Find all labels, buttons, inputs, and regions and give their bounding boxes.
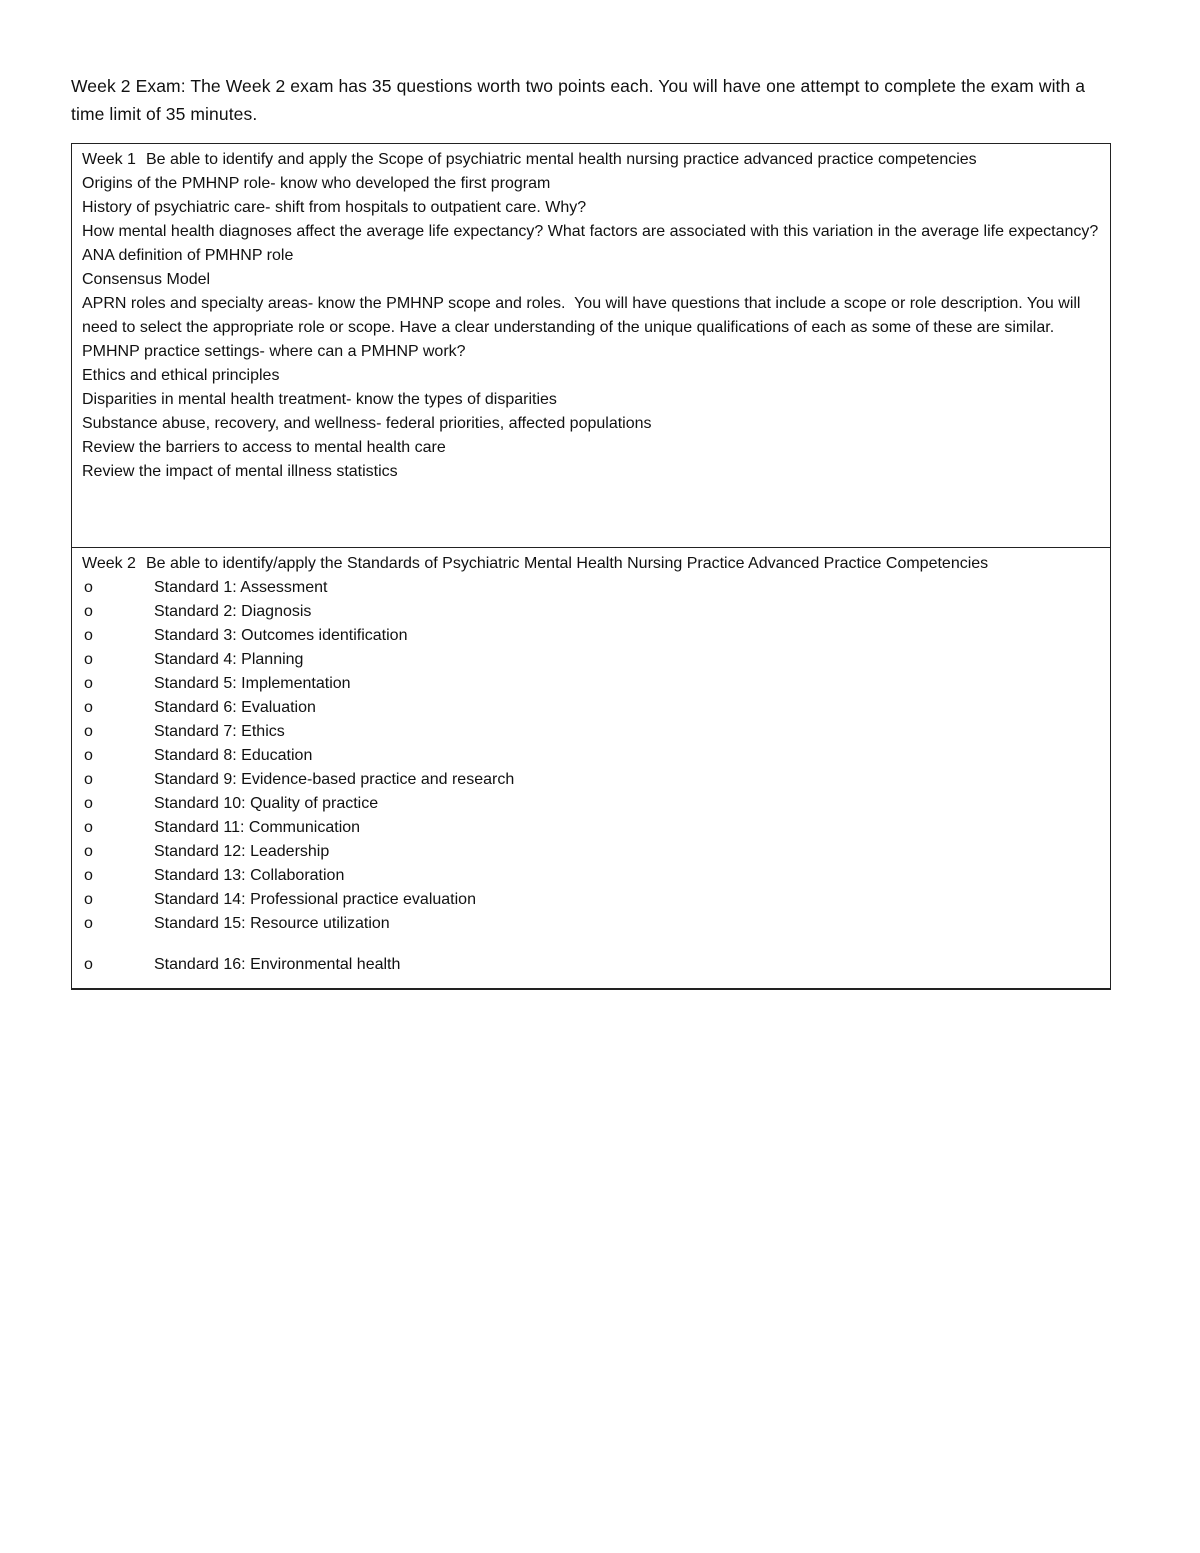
standard-text: Standard 16: Environmental health [154, 956, 401, 973]
exam-intro: Week 2 Exam: The Week 2 exam has 35 questions worth two points each. You will have one attempt to complete the exam with a time limit of 35 minutes. [71, 76, 1086, 124]
standard-text: Standard 14: Professional practice evaluation [154, 891, 476, 908]
standard-item [82, 816, 1100, 840]
standard-item [82, 696, 1100, 720]
week1-item: Disparities in mental health treatment- know the types of disparities [82, 391, 557, 408]
bullet-icon: o [84, 819, 93, 836]
standard-item [82, 888, 1100, 912]
bullet-icon: o [84, 915, 93, 932]
week1-item: APRN roles and specialty areas- know the PMHNP scope and roles. You will have questions that include a scope or role description. You will need to select the appropriate role or scope. Have a clear understanding of the unique qualifications of each as some of these are similar. [82, 295, 1085, 336]
week1-item: Review the barriers to access to mental health care [82, 439, 446, 456]
bullet-icon: o [84, 795, 93, 812]
study-guide-table [71, 143, 1111, 990]
week1-heading-line [82, 148, 1100, 172]
standard-text: Standard 9: Evidence-based practice and research [154, 771, 515, 788]
week1-item: Consensus Model [82, 271, 211, 288]
standard-text: Standard 5: Implementation [154, 675, 351, 692]
standard-text: Standard 1: Assessment [154, 579, 328, 596]
bullet-icon: o [84, 603, 93, 620]
standard-item [82, 744, 1100, 768]
week1-item: History of psychiatric care- shift from hospitals to outpatient care. Why? [82, 199, 587, 216]
standard-text: Standard 15: Resource utilization [154, 915, 390, 932]
standard-item [82, 768, 1100, 792]
standard-text: Standard 8: Education [154, 747, 313, 764]
week1-heading: Be able to identify and apply the Scope of psychiatric mental health nursing practice advanced practice competencies [145, 151, 977, 168]
bullet-icon: o [84, 891, 93, 908]
bullet-icon: o [84, 579, 93, 596]
week1-item: Origins of the PMHNP role- know who developed the first program [82, 175, 551, 192]
week1-item: Review the impact of mental illness statistics [82, 463, 398, 480]
week1-item: ANA definition of PMHNP role [82, 247, 294, 264]
bullet-icon: o [84, 627, 93, 644]
standard-item [82, 840, 1100, 864]
bullet-icon: o [84, 956, 93, 973]
week1-item: PMHNP practice settings- where can a PMHNP work? [82, 343, 466, 360]
week1-cell [72, 144, 1110, 547]
standard-item [82, 672, 1100, 696]
standard-text: Standard 11: Communication [154, 819, 361, 836]
week2-cell [72, 547, 1110, 988]
bullet-icon: o [84, 867, 93, 884]
standard-text: Standard 3: Outcomes identification [154, 627, 408, 644]
bullet-icon: o [84, 747, 93, 764]
standard-item [82, 720, 1100, 744]
standard-item [82, 624, 1100, 648]
standard-text: Standard 7: Ethics [154, 723, 285, 740]
standard-text: Standard 2: Diagnosis [154, 603, 312, 620]
bullet-icon: o [84, 675, 93, 692]
standard-text: Standard 12: Leadership [154, 843, 330, 860]
standard-item [82, 912, 1100, 936]
week2-heading-line [82, 552, 1100, 576]
standard-text: Standard 6: Evaluation [154, 699, 316, 716]
week2-label: Week 2 [82, 555, 136, 572]
week1-item: How mental health diagnoses affect the average life expectancy? What factors are associated with this variation in the average life expectancy? [82, 223, 1099, 240]
standard-item [82, 953, 1100, 977]
bullet-icon: o [84, 723, 93, 740]
week1-label: Week 1 [82, 151, 136, 168]
standard-item [82, 648, 1100, 672]
week1-item: Ethics and ethical principles [82, 367, 280, 384]
week1-item: Substance abuse, recovery, and wellness- federal priorities, affected populations [82, 415, 652, 432]
standard-item [82, 792, 1100, 816]
week2-heading: Be able to identify/apply the Standards of Psychiatric Mental Health Nursing Practice Advanced Practice Competencies [145, 555, 989, 572]
bullet-icon: o [84, 771, 93, 788]
standard-item [82, 600, 1100, 624]
bullet-icon: o [84, 699, 93, 716]
standard-item [82, 576, 1100, 600]
standard-text: Standard 10: Quality of practice [154, 795, 379, 812]
standard-item [82, 864, 1100, 888]
standard-text: Standard 13: Collaboration [154, 867, 345, 884]
standard-text: Standard 4: Planning [154, 651, 304, 668]
bullet-icon: o [84, 843, 93, 860]
bullet-icon: o [84, 651, 93, 668]
